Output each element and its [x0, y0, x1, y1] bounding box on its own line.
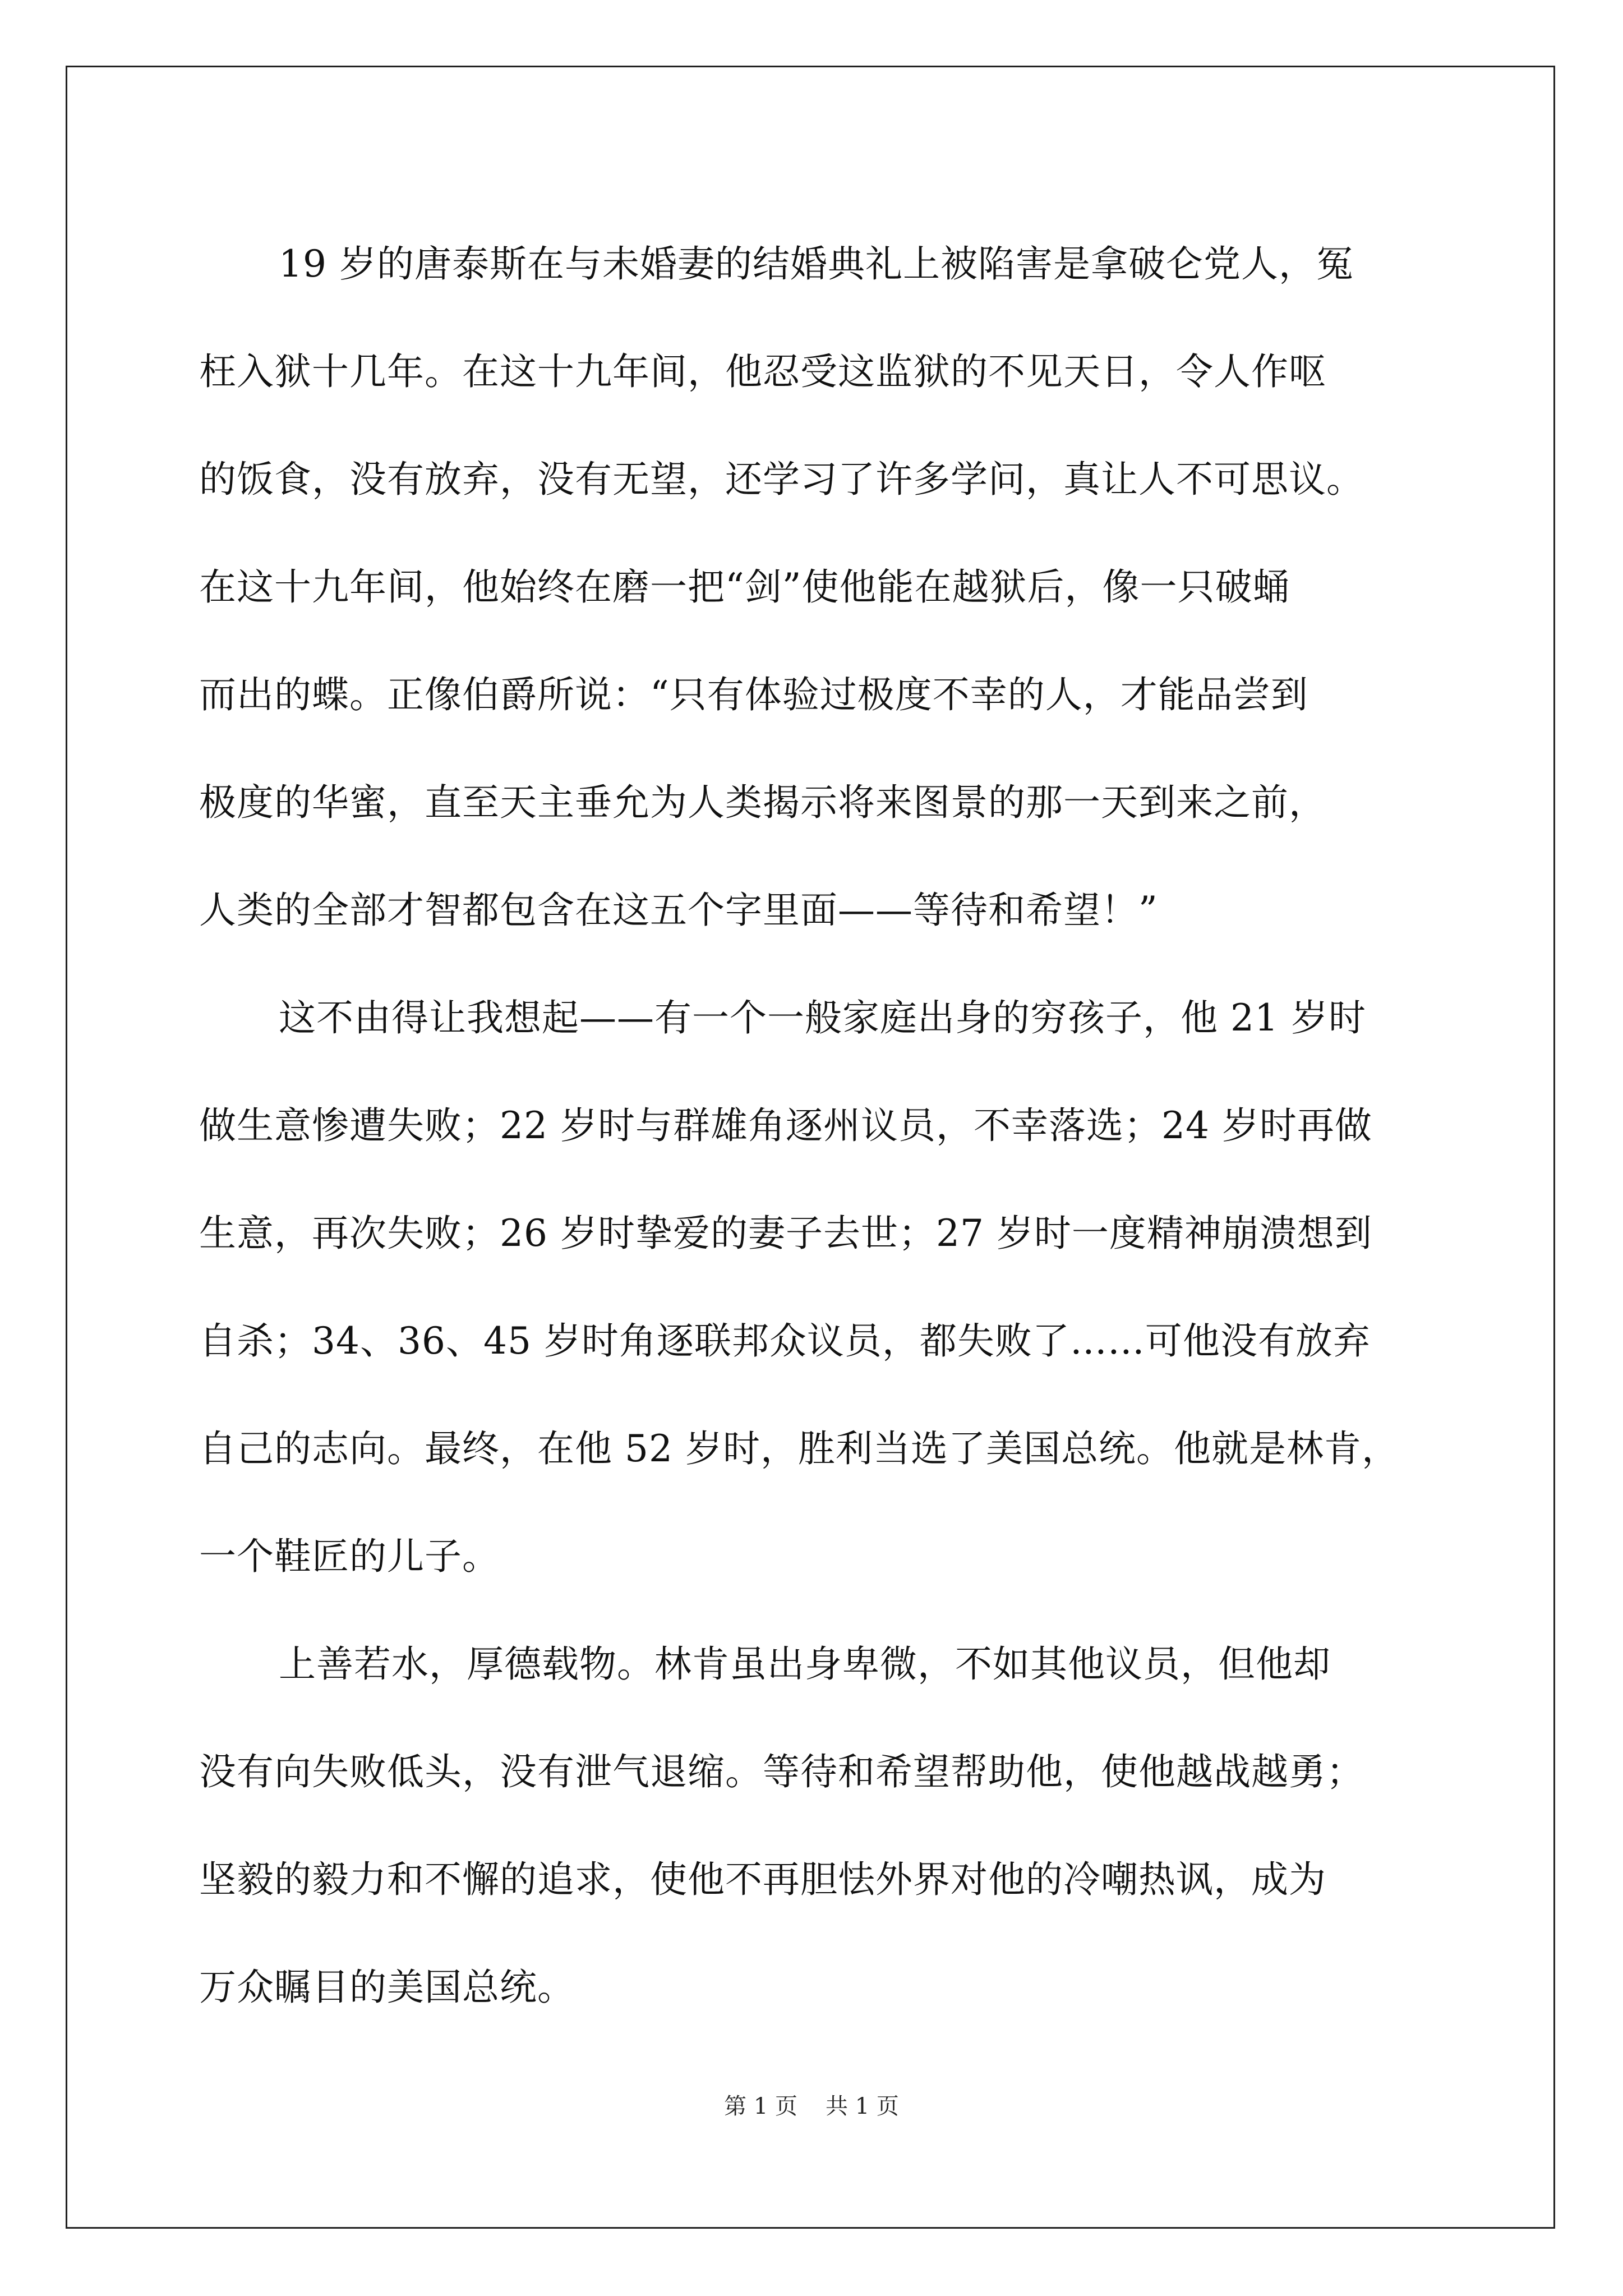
page-footer	[0, 2090, 1623, 2123]
page-number: 第 1 页	[724, 2093, 797, 2119]
page-total: 共 1 页	[826, 2093, 899, 2119]
text-line: 的饭食，没有放弃，没有无望，还学习了许多学问，真让人不可思议。	[199, 458, 1364, 501]
text-line: 做生意惨遭失败；22 岁时与群雄角逐州议员，不幸落选；24 岁时再做	[199, 1104, 1372, 1147]
text-line: 自己的志向。最终，在他 52 岁时，胜利当选了美国总统。他就是林肯，	[199, 1427, 1399, 1470]
text-line: 上善若水，厚德载物。林肯虽出身卑微，不如其他议员，但他却	[279, 1642, 1331, 1686]
text-line: 一个鞋匠的儿子。	[199, 1535, 500, 1578]
text-line: 没有向失败低头，没有泄气退缩。等待和希望帮助他，使他越战越勇；	[199, 1750, 1364, 1793]
paragraph-1	[199, 210, 1427, 964]
text-line: 人类的全部才智都包含在这五个字里面——等待和希望！”	[199, 889, 1158, 932]
text-line: 生意，再次失败；26 岁时挚爱的妻子去世；27 岁时一度精神崩溃想到	[199, 1212, 1372, 1255]
paragraph-3	[199, 1611, 1427, 2041]
paragraph-2	[199, 964, 1427, 1611]
text-line: 坚毅的毅力和不懈的追求，使他不再胆怯外界对他的冷嘲热讽，成为	[199, 1858, 1326, 1901]
text-line: 这不由得让我想起——有一个一般家庭出身的穷孩子，他 21 岁时	[279, 996, 1366, 1039]
text-line: 万众瞩目的美国总统。	[199, 1966, 575, 2009]
text-line: 而出的蝶。正像伯爵所说：“只有体验过极度不幸的人，才能品尝到	[199, 673, 1308, 716]
text-line: 19 岁的唐泰斯在与未婚妻的结婚典礼上被陷害是拿破仑党人，冤	[279, 242, 1354, 286]
text-line: 极度的华蜜，直至天主垂允为人类揭示将来图景的那一天到来之前，	[199, 781, 1326, 824]
text-line: 自杀；34、36、45 岁时角逐联邦众议员，都失败了……可他没有放弃	[199, 1319, 1371, 1363]
text-line: 在这十九年间，他始终在磨一把“剑”使他能在越狱后，像一只破蛹	[199, 565, 1290, 609]
text-line: 枉入狱十几年。在这十九年间，他忍受这监狱的不见天日，令人作呕	[199, 350, 1326, 393]
document-body	[199, 210, 1427, 2041]
